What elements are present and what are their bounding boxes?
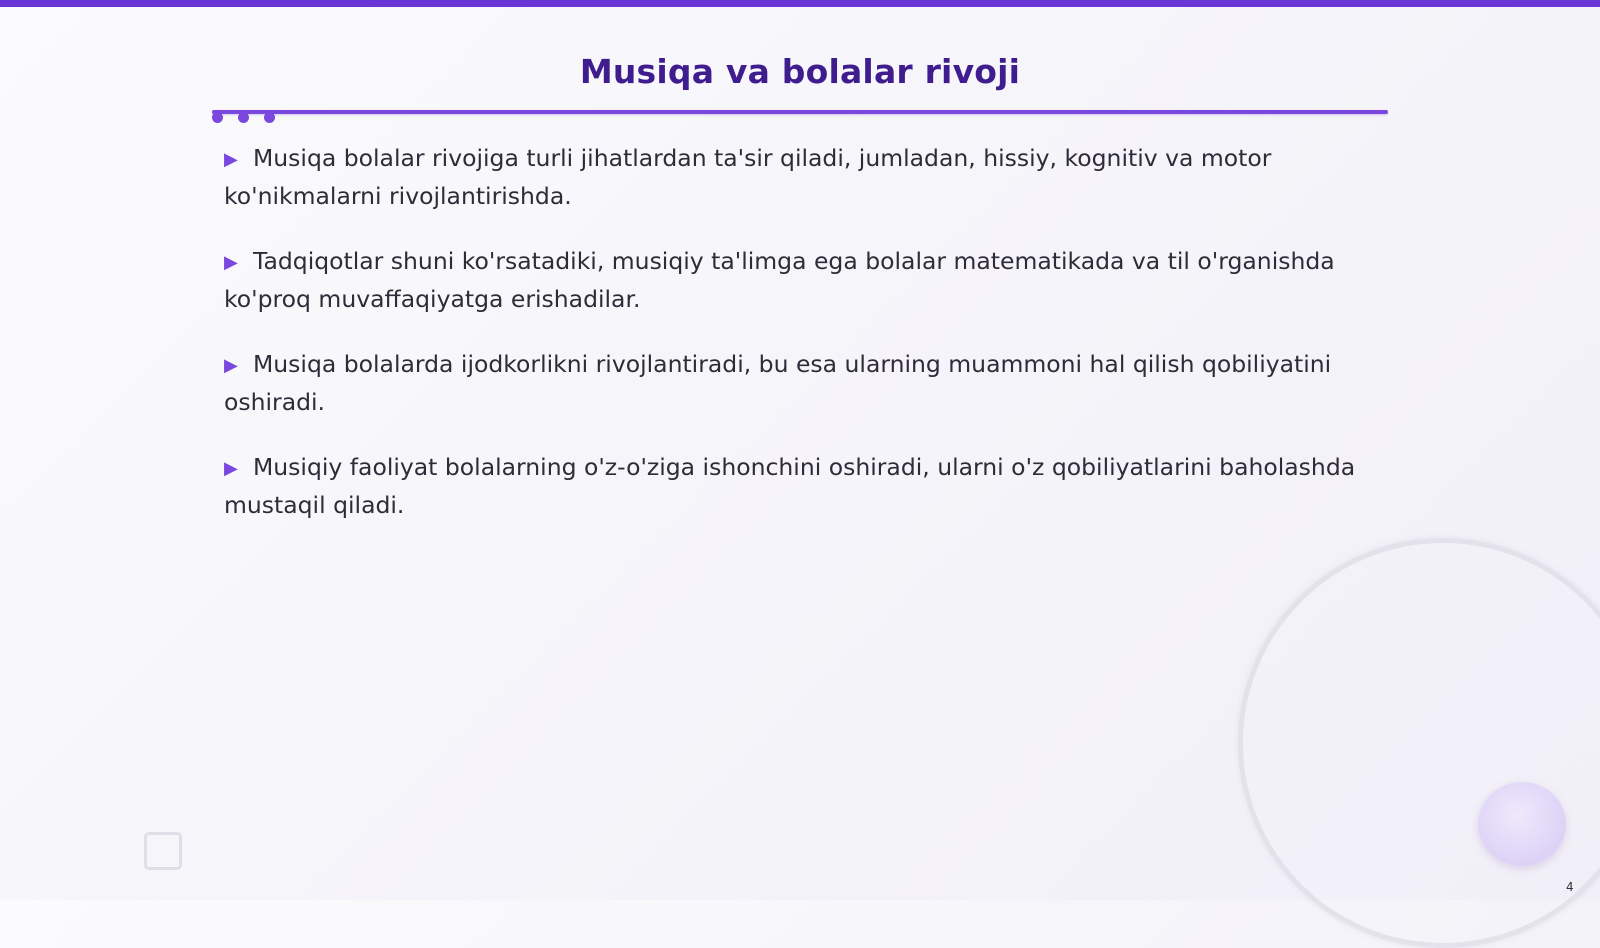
bullet-text: Tadqiqotlar shuni ko'rsatadiki, musiqiy ta'limga ega bolalar matematikada va til o'rganishda ko'proq muvaffaqiyatga erishadilar. xyxy=(224,247,1335,313)
bullet-item xyxy=(224,449,1394,523)
bullet-arrow-icon: ▶ xyxy=(224,252,238,273)
decorative-dots xyxy=(212,112,282,126)
dot-icon xyxy=(264,112,275,123)
bullet-item xyxy=(224,346,1394,420)
page-number: 4 xyxy=(1566,880,1574,894)
bullet-arrow-icon: ▶ xyxy=(224,458,238,479)
decorative-ring xyxy=(1238,538,1600,948)
bullet-text: Musiqa bolalar rivojiga turli jihatlardan ta'sir qiladi, jumladan, hissiy, kognitiv va motor ko'nikmalarni rivojlantirishda. xyxy=(224,144,1272,210)
slide-title: Musiqa va bolalar rivoji xyxy=(579,52,1021,91)
top-accent-bar xyxy=(0,0,1600,7)
dot-icon xyxy=(212,112,223,123)
bullet-item xyxy=(224,140,1394,214)
bullet-arrow-icon: ▶ xyxy=(224,149,238,170)
dot-icon xyxy=(238,112,249,123)
title-underline xyxy=(212,110,1388,114)
bullet-arrow-icon: ▶ xyxy=(224,355,238,376)
decorative-circle xyxy=(1478,782,1566,866)
bullet-text: Musiqiy faoliyat bolalarning o'z-o'ziga ishonchini oshiradi, ularni o'z qobiliyatlarini baholashda mustaqil qiladi. xyxy=(224,453,1356,519)
bullet-item xyxy=(224,243,1394,317)
decorative-square xyxy=(144,832,182,870)
bullet-list xyxy=(224,140,1394,552)
bullet-text: Musiqa bolalarda ijodkorlikni rivojlantiradi, bu esa ularning muammoni hal qilish qobiliyatini oshiradi. xyxy=(224,350,1332,416)
